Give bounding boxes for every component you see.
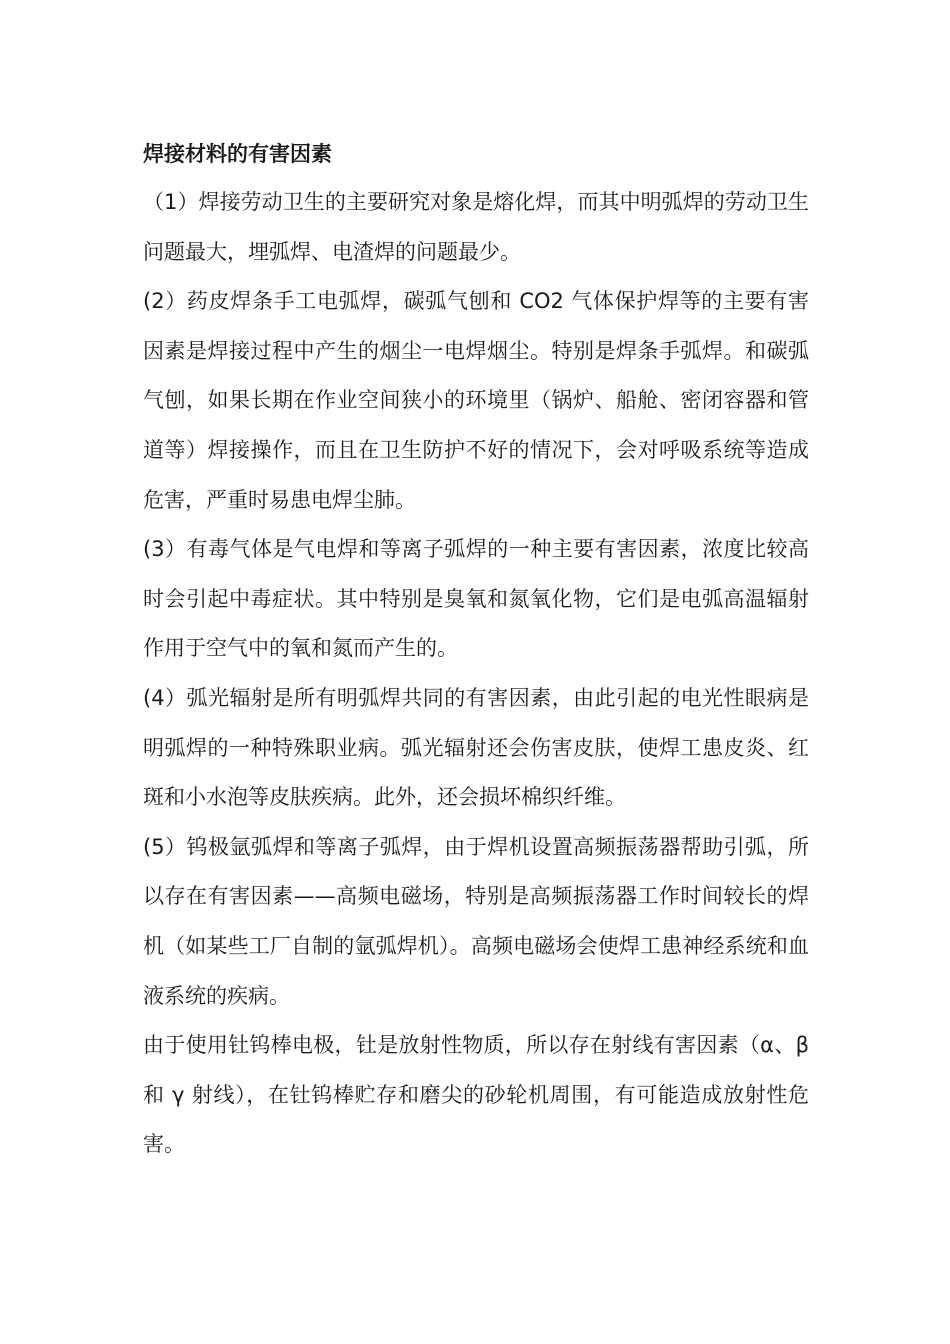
paragraph-2: (2）药皮焊条手工电弧焊，碳弧气刨和 CO2 气体保护焊等的主要有害因素是焊接过程中产生的烟尘一电焊烟尘。特别是焊条手弧焊。和碳弧气刨，如果长期在作业空间狭小的环境里（锅炉、船舱、密闭容器和管道等）焊接操作，而且在卫生防护不好的情况下，会对呼吸系统等造成危害，严重时易患电焊尘肺。 (143, 289, 809, 512)
paragraph-6: 由于使用钍钨棒电极，钍是放射性物质，所以存在射线有害因素（α、β 和 γ 射线），在钍钨棒贮存和磨尖的砂轮机周围，有可能造成放射性危害。 (143, 1033, 809, 1157)
document-title: 焊接材料的有害因素 (143, 142, 332, 166)
paragraph-3: (3）有毒气体是气电焊和等离子弧焊的一种主要有害因素，浓度比较高时会引起中毒症状。其中特别是臭氧和氮氧化物，它们是电弧高温辐射作用于空气中的氧和氮而产生的。 (143, 537, 809, 661)
paragraph-4: (4）弧光辐射是所有明弧焊共同的有害因素，由此引起的电光性眼病是明弧焊的一种特殊职业病。弧光辐射还会伤害皮肤，使焊工患皮炎、红斑和小水泡等皮肤疾病。此外，还会损坏棉织纤维。 (143, 685, 809, 810)
document-body (143, 130, 809, 1170)
paragraph-5: (5）钨极氩弧焊和等离子弧焊，由于焊机设置高频振荡器帮助引弧，所以存在有害因素——高频电磁场，特别是高频振荡器工作时间较长的焊机（如某些工厂自制的氩弧焊机）。高频电磁场会使焊工患神经系统和血液系统的疾病。 (143, 834, 809, 1008)
paragraph-1: （1）焊接劳动卫生的主要研究对象是熔化焊，而其中明弧焊的劳动卫生问题最大，埋弧焊、电渣焊的问题最少。 (143, 190, 809, 264)
